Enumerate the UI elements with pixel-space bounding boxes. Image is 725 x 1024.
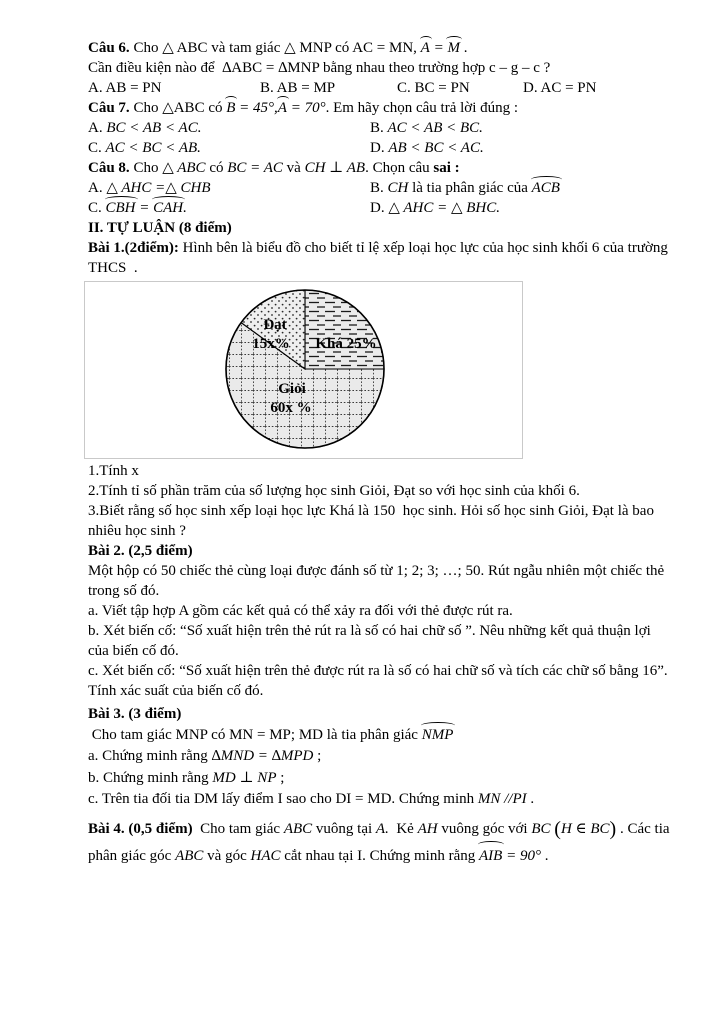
text-segment: A. xyxy=(375,820,389,837)
text-segment: Câu 8. xyxy=(88,160,134,176)
text-segment: BC xyxy=(531,820,551,837)
text-segment: NMP xyxy=(422,724,454,746)
answer-option xyxy=(370,198,500,218)
text-segment: ACB xyxy=(531,180,560,196)
answer-option xyxy=(88,138,370,158)
text-segment: a. Viết tập hợp A gồm các kết quả có thể xảy ra đối với thẻ được rút ra. xyxy=(88,603,513,619)
b1-q1 xyxy=(88,461,673,481)
b1-q2 xyxy=(88,481,673,501)
text-segment: THCS . xyxy=(88,260,138,276)
text-segment: = 90° xyxy=(502,847,541,864)
text-segment: C. xyxy=(88,200,106,216)
text-segment: và xyxy=(282,160,305,176)
text-segment: . Các tia xyxy=(616,820,670,837)
text-segment: 2.Tính tỉ số phần trăm của số lượng học sinh Giỏi, Đạt so với học sinh của khối 6. xyxy=(88,483,580,499)
text-segment: . xyxy=(540,847,549,864)
answer-option xyxy=(88,78,260,98)
text-segment: Cho tam giác MNP có MN = MP; MD là tia phân giác xyxy=(88,727,422,743)
q8-answers-ab xyxy=(88,178,673,198)
text-segment: Cho △ ABC và tam giác △ MNP có AC = MN, xyxy=(133,40,421,56)
answer-option xyxy=(370,138,484,158)
text-segment: là tia phân giác của xyxy=(408,180,532,196)
text-segment: AB < BC < AC. xyxy=(388,140,484,156)
q6-stem xyxy=(88,38,673,58)
pie-label-gioi-value: 60x % xyxy=(270,400,312,416)
text-segment: = xyxy=(429,40,448,56)
answer-option xyxy=(88,178,370,198)
text-segment: ; xyxy=(276,769,285,786)
text-segment: 3.Biết rằng số học sinh xếp loại học lực Khá là 150 học sinh. Hỏi số học sinh Giỏi, Đạt là bao xyxy=(88,503,654,519)
text-segment: AC < AB < BC. xyxy=(387,120,483,136)
text-segment: ABC xyxy=(175,847,204,864)
pie-label-dat-value: 15x% xyxy=(252,336,290,352)
answer-option xyxy=(523,78,596,98)
text-segment: Bài 4. (0,5 điểm) xyxy=(88,820,201,837)
text-segment: = 45°, xyxy=(235,100,278,116)
text-segment: vuông góc với xyxy=(437,820,532,837)
text-segment: Bài 3. (3 điểm) xyxy=(88,706,182,722)
text-segment: của biến cố đó. xyxy=(88,643,179,659)
text-segment: ) xyxy=(609,817,617,840)
text-segment: ABC xyxy=(283,820,313,837)
pie-label-kha: Khá 25% xyxy=(315,336,377,352)
text-segment: A. AB = PN xyxy=(88,80,162,96)
b3-a xyxy=(88,746,673,768)
text-segment: trong số đó. xyxy=(88,583,160,599)
text-segment: BC < AB < AC. xyxy=(106,120,202,136)
text-segment: Kẻ xyxy=(388,820,418,837)
text-segment: B. AB = MP xyxy=(260,80,336,96)
text-segment: phân giác góc xyxy=(88,847,176,864)
text-segment: C. BC = PN xyxy=(397,80,470,96)
b2-b-2 xyxy=(88,641,673,661)
b2-a xyxy=(88,601,673,621)
b3-stem xyxy=(88,724,673,746)
b3-b xyxy=(88,768,673,790)
text-segment: ( xyxy=(554,817,561,840)
q8-answers-cd xyxy=(88,198,673,218)
text-segment: . xyxy=(459,40,468,56)
answer-option xyxy=(260,78,397,98)
text-segment: Bài 2. (2,5 điểm) xyxy=(88,543,193,559)
text-segment: B xyxy=(226,100,236,116)
text-segment: . xyxy=(183,200,187,216)
text-segment: △ AHC = △ BHC. xyxy=(388,200,501,216)
b4-stem-2 xyxy=(88,843,673,870)
text-segment: CH ⊥ AB xyxy=(304,160,366,176)
text-segment: Tính xác suất của biến cố đó. xyxy=(88,683,264,699)
answer-option xyxy=(397,78,523,98)
text-segment: AIB xyxy=(479,843,502,870)
q6-stem-2 xyxy=(88,58,673,78)
text-segment: ; xyxy=(313,748,322,764)
q6-answers xyxy=(88,78,673,98)
text-segment: Bài 1.(2điểm): xyxy=(88,240,183,256)
text-segment: Cho xyxy=(133,160,163,176)
pie-label-gioi: Giỏi xyxy=(278,381,306,397)
text-segment: D. xyxy=(370,140,389,156)
b3-heading xyxy=(88,704,673,724)
answer-option xyxy=(88,198,370,218)
q7-answers-ab xyxy=(88,118,673,138)
text-segment: vuông tại xyxy=(312,820,376,837)
text-segment: sai : xyxy=(433,160,460,176)
text-segment: B. xyxy=(370,180,388,196)
text-segment: A. xyxy=(88,120,107,136)
essay-section xyxy=(88,461,673,870)
text-segment: MN //PI xyxy=(477,791,527,807)
b2-stem xyxy=(88,561,673,581)
text-segment: H ∈ BC xyxy=(560,820,610,837)
pie-label-dat: Đạt xyxy=(263,317,287,333)
text-segment: BC = AC xyxy=(227,160,283,176)
text-segment: Cần điều kiện nào để ∆ABC = ∆MNP bằng nhau theo trường hợp c – g – c ? xyxy=(88,60,551,76)
text-segment: Hình bên là biểu đồ cho biết tỉ lệ xếp loại học lực của học sinh khối 6 của trường xyxy=(182,240,668,256)
text-segment: AH xyxy=(417,820,438,837)
b2-heading xyxy=(88,541,673,561)
text-segment: MD ⊥ NP xyxy=(212,769,277,786)
b2-c xyxy=(88,661,673,681)
q8-stem xyxy=(88,158,673,178)
text-segment: và góc xyxy=(203,847,251,864)
b3-c xyxy=(88,789,673,811)
text-segment: có xyxy=(205,160,228,176)
text-segment: nhiêu học sinh ? xyxy=(88,523,186,539)
q7-answers-cd xyxy=(88,138,673,158)
text-segment: b. Xét biến cố: “Số xuất hiện trên thẻ rút ra là số có hai chữ số ”. Nêu những kết quả thuận lợi xyxy=(88,623,651,639)
text-segment: A xyxy=(277,100,287,116)
answer-option xyxy=(370,178,560,198)
pie-chart-box xyxy=(84,281,523,459)
text-segment: II. TỰ LUẬN (8 điểm) xyxy=(88,220,232,236)
b2-b xyxy=(88,621,673,641)
text-segment: AC < BC < AB. xyxy=(105,140,201,156)
text-segment: = 70° xyxy=(286,100,326,116)
text-segment: . Em hãy chọn câu trả lời đúng : xyxy=(325,100,519,116)
text-segment: B. xyxy=(370,120,388,136)
pie-chart xyxy=(85,282,522,458)
text-segment: = xyxy=(135,200,154,216)
text-segment: △ AHC =△ CHB xyxy=(106,180,211,196)
b4-heading xyxy=(88,816,673,843)
text-segment: CAH xyxy=(153,200,184,216)
text-segment: cắt nhau tại I. Chứng minh rằng xyxy=(280,847,479,864)
b1-heading-2 xyxy=(88,258,673,278)
text-segment: C. xyxy=(88,140,106,156)
pie-slice-kha xyxy=(305,290,384,369)
text-segment: Câu 7. xyxy=(88,100,134,116)
text-segment: . xyxy=(526,791,535,807)
text-segment: . Chọn câu xyxy=(365,160,434,176)
text-segment: M xyxy=(447,40,460,56)
text-segment: D. AC = PN xyxy=(523,80,597,96)
answer-option xyxy=(88,118,370,138)
exam-content xyxy=(88,38,673,870)
text-segment: D. xyxy=(370,200,389,216)
text-segment: a. Chứng minh rằng xyxy=(88,748,212,764)
text-segment: CBH xyxy=(105,200,136,216)
b1-q3-2 xyxy=(88,521,673,541)
text-segment: c. Xét biến cố: “Số xuất hiện trên thẻ được rút ra là số có hai chữ số và tích các chữ số bằng 16”. xyxy=(88,663,668,679)
text-segment: 1.Tính x xyxy=(88,463,139,479)
b2-c-2 xyxy=(88,681,673,701)
text-segment: ∆MND = ∆MPD xyxy=(211,748,314,764)
text-segment: b. Chứng minh rằng xyxy=(88,769,213,786)
text-segment: A. xyxy=(88,180,107,196)
b1-q3 xyxy=(88,501,673,521)
text-segment: Cho △ABC có xyxy=(133,100,227,116)
multiple-choice-section xyxy=(88,38,673,278)
text-segment: △ ABC xyxy=(162,160,206,176)
text-segment: Cho tam giác xyxy=(200,820,284,837)
text-segment: c. Trên tia đối tia DM lấy điểm I sao cho DI = MD. Chứng minh xyxy=(88,791,478,807)
text-segment: CH xyxy=(387,180,409,196)
b1-heading xyxy=(88,238,673,258)
text-segment: Một hộp có 50 chiếc thẻ cùng loại được đánh số từ 1; 2; 3; …; 50. Rút ngẫu nhiên một chiếc thẻ xyxy=(88,563,665,579)
text-segment: HAC xyxy=(250,847,281,864)
q7-stem xyxy=(88,98,673,118)
answer-option xyxy=(370,118,483,138)
section-2-heading xyxy=(88,218,673,238)
text-segment: Câu 6. xyxy=(88,40,134,56)
b2-stem-2 xyxy=(88,581,673,601)
text-segment: A xyxy=(420,40,430,56)
